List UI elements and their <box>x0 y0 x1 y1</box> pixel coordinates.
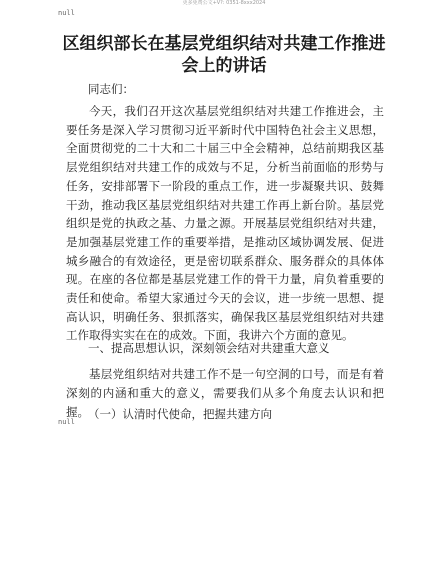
page-marker-top: null <box>58 9 75 17</box>
document-title: 区组织部长在基层党组织结对共建工作推进会上的讲话 <box>62 34 386 76</box>
section-heading-1: 一、提高思想认识，深刻领会结对共建重大意义 <box>88 341 330 355</box>
subsection-heading-1: （一）认清时代使命，把握共建方向 <box>88 407 272 421</box>
page-marker-bottom: null <box>58 418 75 426</box>
paragraph-section-1: 基层党组织结对共建工作不是一句空洞的口号，而是有着深刻的内涵和重大的意义，需要我们从多个角度去认识和把握。 <box>66 367 384 419</box>
page-header-text: 更多免费公文+V?: 0351-8xxx2024 <box>182 0 266 6</box>
salutation: 同志们： <box>88 82 134 96</box>
paragraph-intro: 今天，我们召开这次基层党组织结对共建工作推进会，主要任务是深入学习贯彻习近平新时代中国特色社会主义思想，全面贯彻党的二十大和二十届三中全会精神，总结前期我区基层党组织结对共建工作的成效与不足，分析当前面临的形势与任务，安排部署下一阶段的重点工作，进一步凝聚共识、鼓舞干劲，推动我区基层党组织结对共建工作再上新台阶。基层党组织是党的执政之基、力量之源。开展基层党组织结对共建，是加强基层党建工作的重要举措，是推动区域协调发展、促进城乡融合的有效途径，更是密切联系群众、服务群众的具体体现。在座的各位都是基层党建工作的骨干力量，肩负着重要的责任和使命。希望大家通过今天的会议，进一步统一思想、提高认识，明确任务、狠抓落实，确保我区基层党组织结对共建工作取得实实在在的成效。下面，我讲六个方面的意见。 <box>66 104 384 343</box>
